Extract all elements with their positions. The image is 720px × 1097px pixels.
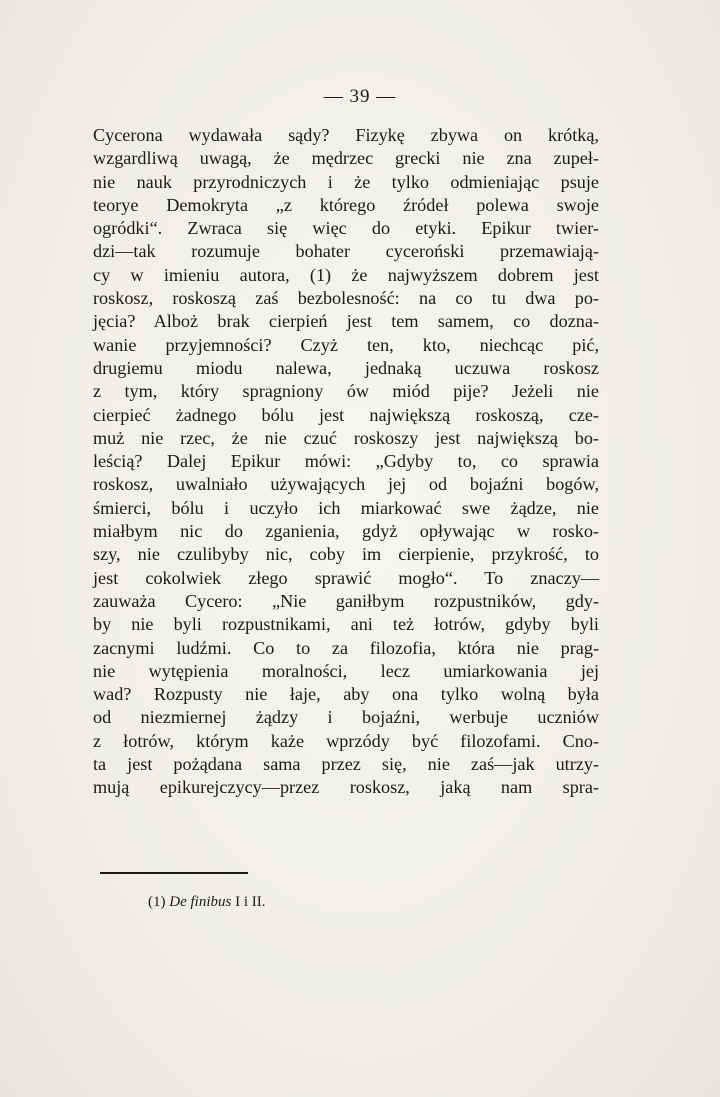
text-line: jest cokolwiek złego sprawić mogło“. To znaczy— <box>93 567 599 588</box>
footnote-title: De finibus <box>169 894 232 910</box>
text-line: wad? Rozpusty nie łaje, aby ona tylko wolną była <box>93 684 599 705</box>
text-line: z łotrów, którym każe wprzódy być filozofami. Cno- <box>93 730 599 751</box>
text-line: muż nie rzec, że nie czuć roskoszy jest największą bo- <box>93 427 599 448</box>
text-line: mują epikurejczycy—przez roskosz, jaką nam spra- <box>93 777 599 798</box>
text-line: od niezmiernej żądzy i bojaźni, werbuje uczniów <box>93 707 599 728</box>
text-line: leścią? Dalej Epikur mówi: „Gdyby to, co sprawia <box>93 451 599 472</box>
footnote-ref: I i II. <box>235 894 266 910</box>
text-line: dzi—tak rozumuje bohater cyceroński przemawiają- <box>93 241 599 262</box>
text-line: cy w imieniu autora, (1) że najwyższem dobrem jest <box>93 264 599 285</box>
body-text <box>93 124 599 800</box>
text-line: teorye Demokryta „z którego źródeł polewa swoje <box>93 194 599 215</box>
text-line: zacnymi ludźmi. Co to za filozofia, która nie prag- <box>93 637 599 658</box>
footnote-rule <box>100 872 248 874</box>
text-line: ta jest pożądana sama przez się, nie zaś—jak utrzy- <box>93 754 599 775</box>
text-line: Cycerona wydawała sądy? Fizykę zbywa on krótką, <box>93 125 599 145</box>
text-line: szy, nie czulibyby nic, coby im cierpienie, przykrość, to <box>93 544 599 565</box>
text-line: śmierci, bólu i uczyło ich miarkować swe żądze, nie <box>93 497 599 518</box>
text-line: jęcia? Alboż brak cierpień jest tem samem, co dozna- <box>93 311 599 332</box>
footnote <box>148 893 266 911</box>
text-line: ogródki“. Zwraca się więc do etyki. Epikur twier- <box>93 218 599 239</box>
text-line: miałbym nic do zganienia, gdyż opływając w rosko- <box>93 521 599 542</box>
text-line: zauważa Cycero: „Nie ganiłbym rozpustników, gdy- <box>93 590 599 611</box>
text-line: wanie przyjemności? Czyż ten, kto, niechcąc pić, <box>93 334 599 355</box>
text-line: wzgardliwą uwagą, że mędrzec grecki nie zna zupeł- <box>93 148 599 169</box>
footnote-marker: (1) <box>148 894 166 910</box>
text-line: by nie byli rozpustnikami, ani też łotrów, gdyby byli <box>93 614 599 635</box>
page-number: — 39 — <box>323 86 397 107</box>
text-line: roskosz, roskoszą zaś bezbolesność: na co tu dwa po- <box>93 288 599 309</box>
text-line: z tym, który spragniony ów miód pije? Jeżeli nie <box>93 381 599 402</box>
text-line: nie wytępienia moralności, lecz umiarkowania jej <box>93 660 599 681</box>
text-line: cierpieć żadnego bólu jest największą roskoszą, cze- <box>93 404 599 425</box>
text-line: drugiemu miodu nalewa, jednaką uczuwa roskosz <box>93 357 599 378</box>
text-line: roskosz, uwalniało używających jej od bojaźni bogów, <box>93 474 599 495</box>
text-line: nie nauk przyrodniczych i że tylko odmieniając psuje <box>93 171 599 192</box>
